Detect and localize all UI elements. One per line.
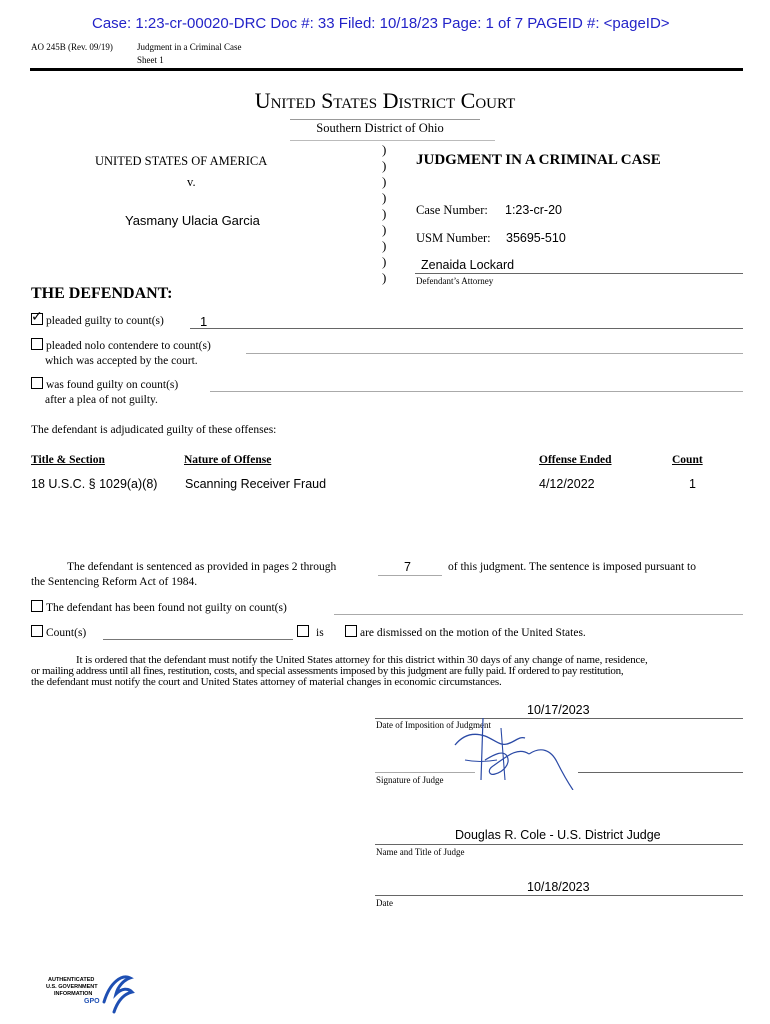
offense-count: 1: [689, 477, 696, 491]
document-title: JUDGMENT IN A CRIMINAL CASE: [416, 152, 661, 168]
gpo-eagle-icon: [96, 972, 136, 1016]
form-sheet: Sheet 1: [137, 55, 164, 65]
signature-label: Signature of Judge: [376, 775, 444, 785]
district-name: Southern District of Ohio: [316, 121, 444, 135]
judge-name-label: Name and Title of Judge: [376, 847, 465, 857]
court-title: United States District Court: [254, 88, 516, 113]
not-guilty-row[interactable]: [31, 600, 287, 614]
pleaded-guilty-row[interactable]: [31, 313, 164, 327]
judge-name-title: Douglas R. Cole - U.S. District Judge: [455, 828, 661, 842]
signed-date-rule: [375, 895, 743, 896]
caption-paren: ): [382, 206, 387, 221]
order-line-2: or mailing address until all fines, restitution, costs, and special assessments imposed by this judgment are fully paid. If ordered to pay restitution,: [31, 665, 624, 677]
are-checkbox[interactable]: [345, 625, 357, 637]
offense-ended: 4/12/2022: [539, 477, 595, 491]
attorney-rule: [415, 273, 743, 274]
nolo-contendere-label: pleaded nolo contendere to count(s): [46, 340, 211, 352]
defendant-heading: THE DEFENDANT:: [31, 285, 173, 302]
sentence-text-1: The defendant is sentenced as provided in pages 2 through: [67, 561, 337, 573]
pleaded-guilty-rule: [190, 328, 743, 329]
caption-paren: ): [382, 142, 387, 157]
pleaded-guilty-checkbox[interactable]: [31, 313, 43, 325]
found-guilty-rule: [210, 391, 743, 392]
header-nature: Nature of Offense: [184, 454, 272, 466]
attorney-name: Zenaida Lockard: [421, 258, 515, 272]
not-guilty-checkbox[interactable]: [31, 600, 43, 612]
district-rule-top: [290, 119, 480, 120]
nolo-contendere-label-2: which was accepted by the court.: [45, 355, 198, 367]
header-offense-ended: Offense Ended: [539, 454, 612, 466]
plaintiff-name: UNITED STATES OF AMERICA: [95, 154, 268, 168]
usm-number: 35695-510: [506, 231, 566, 245]
order-line-3: the defendant must notify the court and United States attorney of material changes in economic circumstances.: [31, 676, 502, 688]
header-count: Count: [672, 454, 703, 466]
are-option[interactable]: [345, 625, 586, 639]
counts-checkbox[interactable]: [31, 625, 43, 637]
nolo-contendere-checkbox[interactable]: [31, 338, 43, 350]
sentence-text-2: of this judgment. The sentence is imposed pursuant to: [448, 561, 696, 573]
found-guilty-label-2: after a plea of not guilty.: [45, 394, 158, 406]
form-id: AO 245B (Rev. 09/19): [31, 42, 113, 52]
offense-title-section: 18 U.S.C. § 1029(a)(8): [31, 477, 158, 491]
sentence-text-3: the Sentencing Reform Act of 1984.: [31, 576, 198, 588]
caption-paren: ): [382, 158, 387, 173]
signature-rule-right: [578, 772, 743, 773]
attorney-label: Defendant’s Attorney: [416, 276, 494, 286]
header-title-section: Title & Section: [31, 454, 105, 466]
counts-rule: [103, 639, 293, 640]
signed-date: 10/18/2023: [527, 880, 590, 894]
counts-dismissed-row[interactable]: [31, 625, 86, 639]
order-line-1: It is ordered that the defendant must notify the United States attorney for this district within 30 days of any change of name, residence,: [76, 654, 648, 666]
imposition-date-label: Date of Imposition of Judgment: [376, 720, 491, 730]
are-label: are dismissed on the motion of the United States.: [360, 627, 586, 639]
caption-paren: ): [382, 254, 387, 269]
pleaded-guilty-label: pleaded guilty to count(s): [46, 315, 164, 327]
form-title: Judgment in a Criminal Case: [137, 42, 242, 52]
caption-paren: ): [382, 238, 387, 253]
caption-paren: ): [382, 270, 387, 285]
caption-paren: ): [382, 222, 387, 237]
nolo-contendere-row[interactable]: [31, 338, 211, 352]
judge-signature: [445, 710, 605, 790]
defendant-name: Yasmany Ulacia Garcia: [125, 213, 260, 228]
found-guilty-label: was found guilty on count(s): [46, 379, 179, 391]
caption-paren: ): [382, 174, 387, 189]
case-number-label: Case Number:: [416, 203, 488, 217]
gpo-authentication-logo: [44, 972, 134, 1018]
counts-label: Count(s): [46, 627, 87, 639]
is-checkbox[interactable]: [297, 625, 309, 637]
case-number: 1:23-cr-20: [505, 203, 562, 217]
district-rule-bottom: [290, 140, 495, 141]
header-rule: [30, 68, 743, 71]
signed-date-label: Date: [376, 898, 393, 908]
offense-nature: Scanning Receiver Fraud: [185, 477, 327, 491]
imposition-date: 10/17/2023: [527, 703, 590, 717]
found-guilty-checkbox[interactable]: [31, 377, 43, 389]
gpo-text: GPO: [84, 998, 100, 1005]
sentence-pages: 7: [404, 560, 411, 574]
caption-paren: ): [382, 190, 387, 205]
gpo-line-1: AUTHENTICATED: [48, 977, 95, 983]
gpo-line-3: INFORMATION: [54, 991, 93, 997]
is-label: is: [316, 627, 324, 639]
nolo-contendere-rule: [246, 353, 743, 354]
pleaded-guilty-counts: 1: [200, 314, 208, 329]
not-guilty-label: The defendant has been found not guilty on count(s): [46, 602, 287, 614]
not-guilty-rule: [334, 614, 743, 615]
signature-rule-left: [375, 772, 475, 773]
versus: v.: [187, 175, 196, 189]
case-header-stamp: Case: 1:23-cr-00020-DRC Doc #: 33 Filed: 10/18/23 Page: 1 of 7 PAGEID #: <pageID>: [92, 15, 670, 32]
offenses-intro: The defendant is adjudicated guilty of these offenses:: [31, 424, 277, 436]
is-option[interactable]: [297, 625, 324, 639]
judge-name-rule: [375, 844, 743, 845]
sentence-pages-rule: [378, 575, 442, 576]
found-guilty-row[interactable]: [31, 377, 178, 391]
usm-number-label: USM Number:: [416, 231, 491, 245]
gpo-line-2: U.S. GOVERNMENT: [46, 984, 98, 990]
